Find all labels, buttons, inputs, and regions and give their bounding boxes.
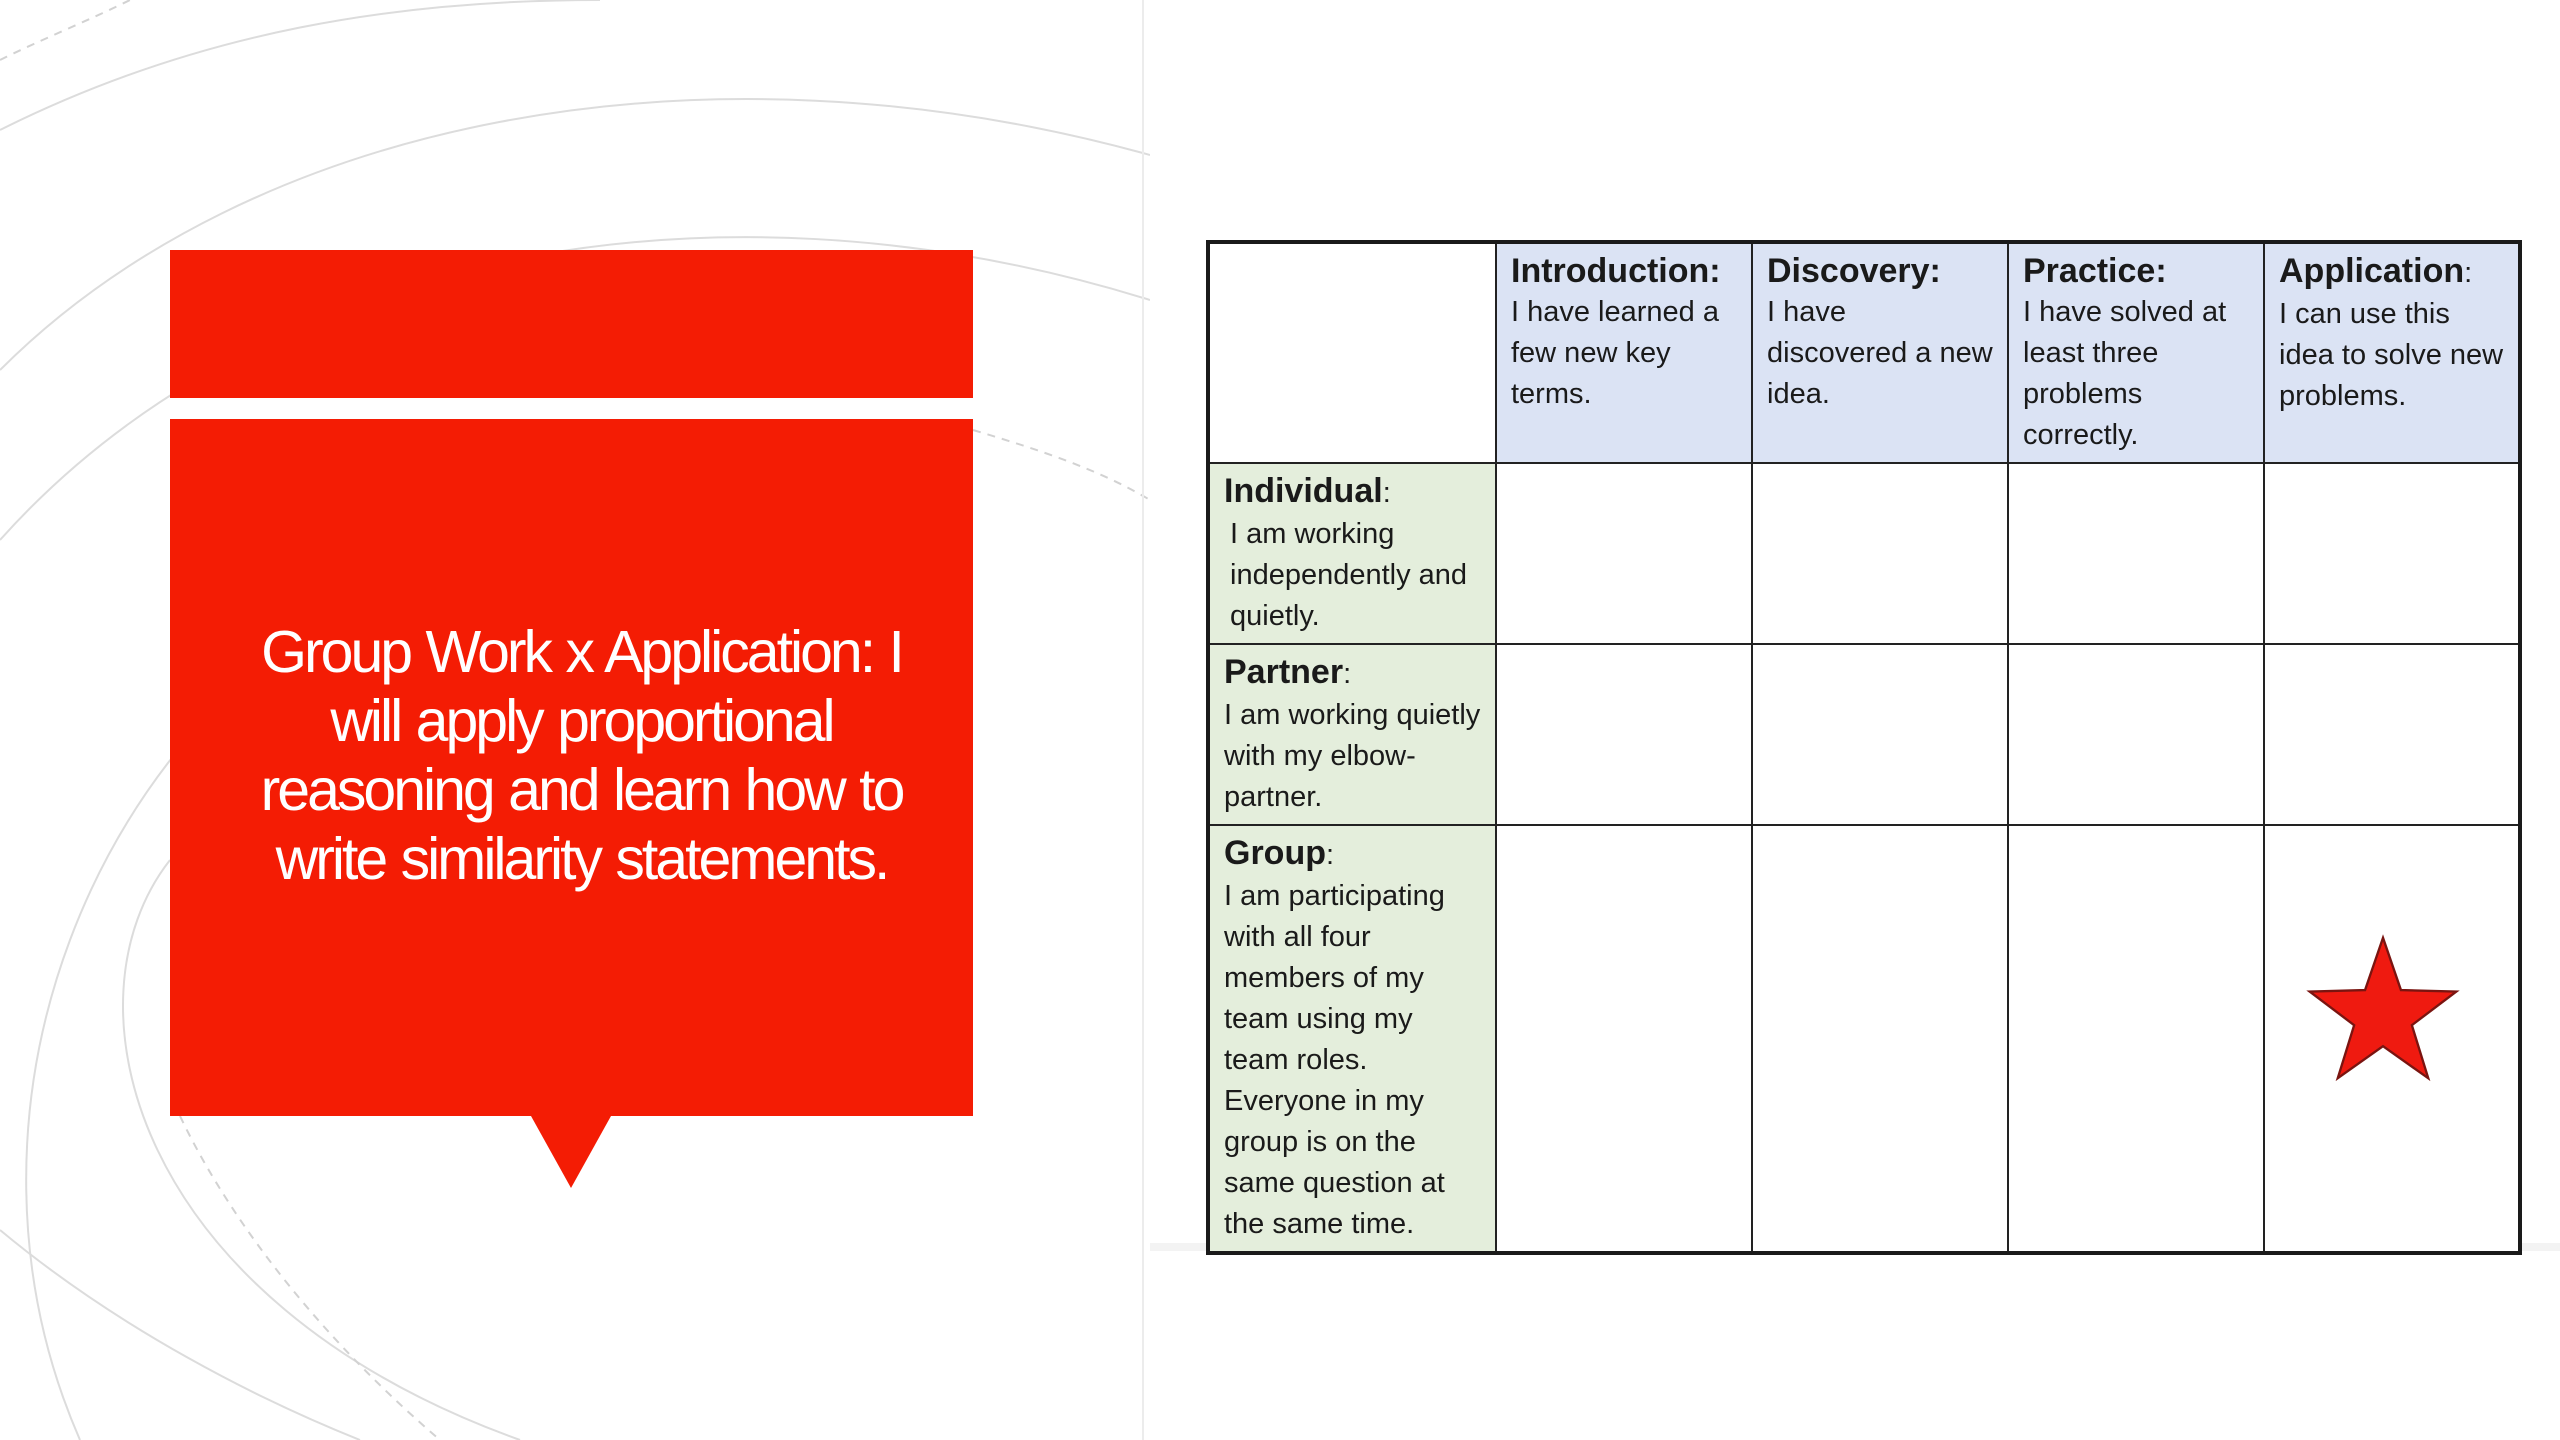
column-title: Application	[2279, 252, 2465, 290]
matrix-cell	[2008, 644, 2264, 825]
matrix-cell	[1752, 644, 2008, 825]
title-banner-top	[170, 250, 973, 398]
matrix-row-group	[1208, 825, 2520, 1253]
row-header-group	[1208, 825, 1496, 1253]
banner-pointer-arrow	[531, 1116, 611, 1188]
matrix-row-individual	[1208, 463, 2520, 644]
column-header-discovery	[1752, 242, 2008, 463]
title-colon: :	[1382, 477, 1391, 509]
matrix-cell	[1496, 825, 1752, 1253]
matrix-row-partner	[1208, 644, 2520, 825]
column-title: Introduction:	[1511, 252, 1721, 290]
matrix-cell	[2008, 463, 2264, 644]
matrix-cell	[2264, 463, 2520, 644]
star-icon	[2305, 932, 2461, 1084]
row-title: Group	[1224, 834, 1326, 872]
row-header-partner	[1208, 644, 1496, 825]
row-description: I am working quietly with my elbow-partner.	[1224, 699, 1481, 813]
row-title: Individual	[1224, 472, 1383, 510]
column-header-introduction	[1496, 242, 1752, 463]
column-title: Practice:	[2023, 252, 2167, 290]
title-banner	[170, 419, 973, 1116]
column-header-application	[2264, 242, 2520, 463]
column-description: I have solved at least three problems correctly.	[2023, 296, 2227, 451]
matrix-cell	[2264, 644, 2520, 825]
star-shape	[2310, 938, 2457, 1078]
matrix-cell	[1752, 463, 2008, 644]
group-work-matrix	[1206, 240, 2522, 1255]
column-description: I can use this idea to solve new problems.	[2279, 298, 2504, 412]
matrix-cell	[2008, 825, 2264, 1253]
matrix-cell-selected	[2264, 825, 2520, 1253]
column-description: I have discovered a new idea.	[1767, 296, 1993, 410]
matrix-corner-cell	[1208, 242, 1496, 463]
title-colon: :	[1343, 658, 1352, 690]
matrix-header-row	[1208, 242, 2520, 463]
slide-title: Group Work x Application: I will apply proportional reasoning and learn how to write similarity statements.	[260, 618, 903, 892]
column-header-practice	[2008, 242, 2264, 463]
column-description: I have learned a few new key terms.	[1511, 296, 1719, 410]
matrix-cell	[1496, 463, 1752, 644]
title-colon: :	[1325, 839, 1335, 871]
row-header-individual	[1208, 463, 1496, 644]
column-title: Discovery:	[1767, 252, 1941, 290]
matrix-cell	[1752, 825, 2008, 1253]
row-description: I am working independently and quietly.	[1230, 518, 1468, 632]
title-colon: :	[2464, 257, 2473, 289]
row-description: I am participating with all four members of my team using my team roles. Everyone in my group is on the same question at the same time.	[1224, 880, 1445, 1240]
matrix-cell	[1496, 644, 1752, 825]
row-title: Partner	[1224, 653, 1344, 691]
slide-divider	[1142, 0, 1144, 1440]
